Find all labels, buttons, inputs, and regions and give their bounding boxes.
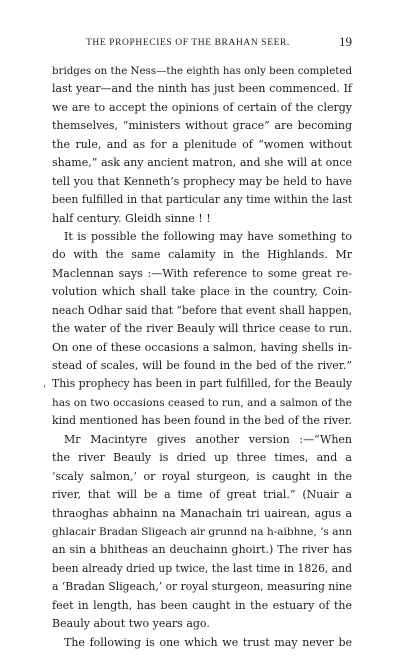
text-line: Beauly about two years ago. — [52, 617, 210, 631]
running-title: THE PROPHECIES OF THE BRAHAN SEER. — [86, 38, 290, 48]
text-line: last year—and the ninth has just been commenced. If — [52, 82, 352, 96]
text-line: themselves, “ministers without grace” are becoming — [52, 119, 352, 133]
text-line: This prophecy has been in part fulfilled, for the Beauly — [52, 377, 353, 391]
text-line: has on two occasions ceased to run, and a salmon of the — [52, 396, 352, 409]
text-line: ghlacair Bradan Sligeach air grunnd na h-aibhne, ’s ann — [52, 525, 352, 538]
text-line: stead of scales, will be found in the bed of the river.” — [52, 359, 352, 372]
text-line: been already dried up twice, the last time in 1826, and — [52, 561, 352, 575]
text-line: do with the same calamity in the Highlands. Mr — [52, 248, 352, 262]
text-line: It is possible the following may have something to — [64, 229, 352, 243]
text-line: an sin a bhitheas an deuchainn ghoirt.) The river has — [52, 543, 352, 557]
text-line: river, that will be a time of great trial.” (Nuair a — [52, 488, 352, 502]
text-line: neach Odhar said that “before that event shall happen, — [52, 303, 352, 317]
running-header — [52, 36, 352, 52]
text-line: the river Beauly is dried up three times, and a — [52, 451, 352, 465]
text-line: the water of the river Beauly will thrice cease to run. — [52, 322, 352, 336]
text-line: been fulfilled in that particular any time within the last — [52, 193, 352, 207]
text-line: thraoghas abhainn na Manachain tri uairean, agus a — [52, 506, 352, 520]
text-line: we are to accept the opinions of certain of the clergy — [52, 100, 352, 114]
text-line: bridges on the Ness—the eighth has only been completed — [52, 65, 353, 77]
text-line: The following is one which we trust may never be — [64, 635, 352, 649]
text-line: shame,” ask any ancient matron, and she will at once — [52, 156, 352, 170]
text-line: Maclennan says :—With reference to some great re- — [52, 266, 352, 280]
text-line: half century. Gleidh sinne ! ! — [52, 211, 211, 225]
margin-mark: ‘ — [43, 384, 47, 395]
body-text — [52, 62, 352, 652]
text-line: ‘scaly salmon,’ or royal sturgeon, is caught in the — [52, 469, 352, 483]
text-line: feet in length, has been caught in the estuary of the — [52, 598, 352, 612]
text-line: kind mentioned has been found in the bed of the river. — [52, 414, 352, 428]
text-line: volution which shall take place in the country, Coin- — [52, 285, 352, 299]
text-line: On one of these occasions a salmon, having shells in- — [52, 340, 352, 354]
text-line: Mr Macintyre gives another version :—“When — [64, 432, 352, 446]
text-line: the rule, and as for a plenitude of “women without — [52, 137, 352, 151]
page-number: 19 — [339, 34, 352, 49]
text-line: tell you that Kenneth’s prophecy may be held to have — [52, 174, 352, 188]
text-line: a ‘Bradan Sligeach,’ or royal sturgeon, measuring nine — [52, 580, 352, 594]
